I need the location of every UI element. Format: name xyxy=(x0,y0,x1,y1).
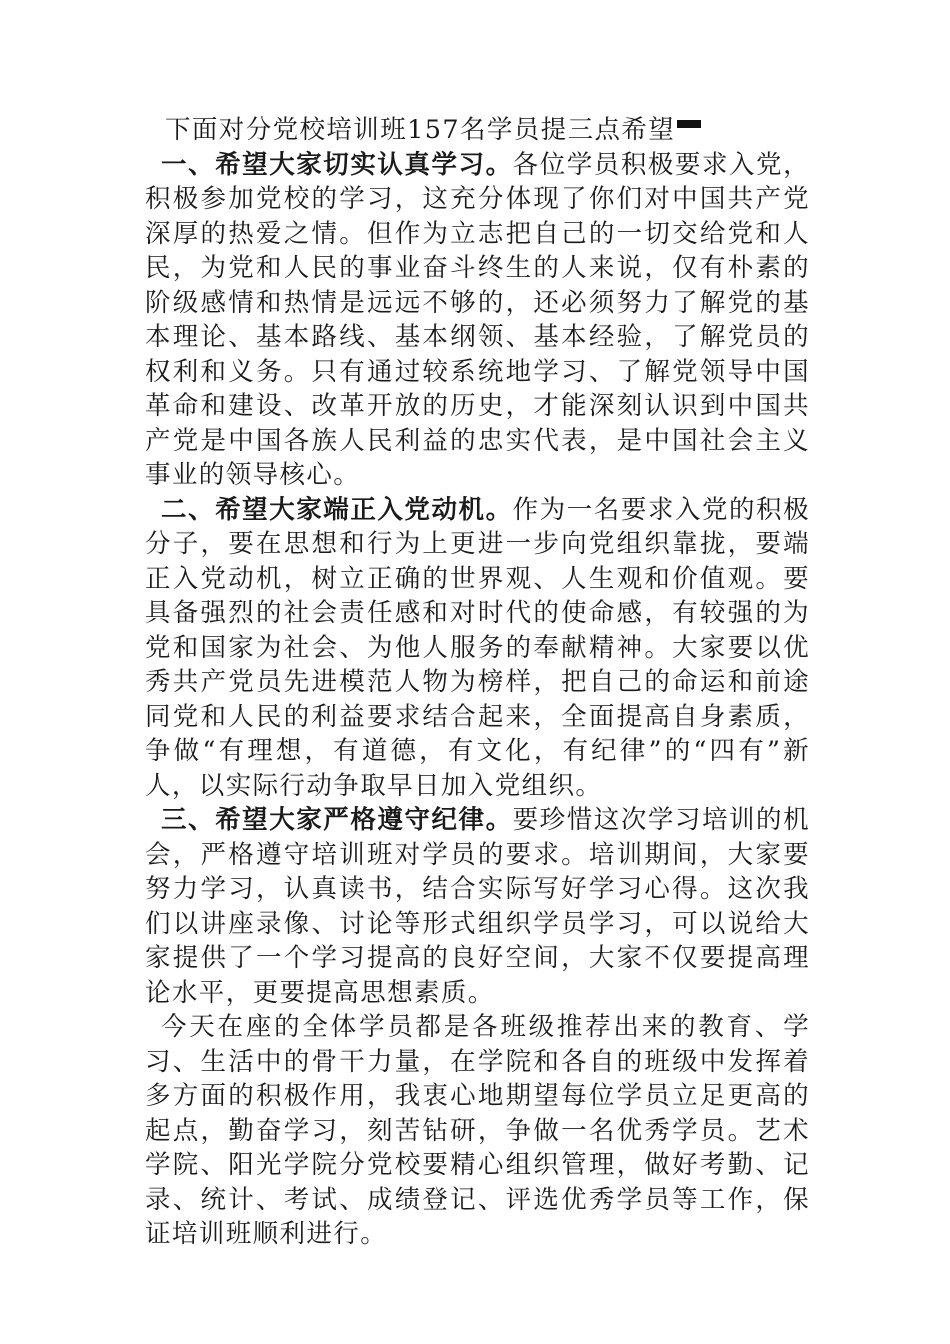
section-2-heading: 二、希望大家端正入党动机。 xyxy=(161,494,513,525)
section-1-heading: 一、希望大家切实认真学习。 xyxy=(161,149,513,180)
section-2-paragraph xyxy=(145,493,810,804)
section-2-body: 作为一名要求入党的积极分子，要在思想和行为上更进一步向党组织靠拢，要端正入党动机，树立正确的世界观、人生观和价值观。要具备强烈的社会责任感和对时代的使命感，有较强的为党和国家为社会、为他人服务的奉献精神。大家要以优秀共产党员先进模范人物为榜样，把自己的命运和前途同党和人民的利益要求结合起来，全面提高自身素质，争做“有理想，有道德，有文化，有纪律”的“四有”新人，以实际行动争取早日加入党组织。 xyxy=(145,494,810,801)
document-page xyxy=(145,113,810,1252)
section-3-paragraph xyxy=(145,803,810,1010)
intro-text: 下面对分党校培训班157名学员提三点希望 xyxy=(165,115,676,145)
intro-line xyxy=(165,113,810,148)
text-cursor-mark xyxy=(677,120,701,128)
closing-paragraph: 今天在座的全体学员都是各班级推荐出来的教育、学习、生活中的骨干力量，在学院和各自的班级中发挥着多方面的积极作用，我衷心地期望每位学员立足更高的起点，勤奋学习，刻苦钻研，争做一名优秀学员。艺术学院、阳光学院分党校要精心组织管理，做好考勤、记录、统计、考试、成绩登记、评选优秀学员等工作，保证培训班顺利进行。 xyxy=(145,1012,810,1249)
section-1-body: 各位学员积极要求入党，积极参加党校的学习，这充分体现了你们对中国共产党深厚的热爱之情。但作为立志把自己的一切交给党和人民，为党和人民的事业奋斗终生的人来说，仅有朴素的阶级感情和热情是远远不够的，还必须努力了解党的基本理论、基本路线、基本纲领、基本经验，了解党员的权利和义务。只有通过较系统地学习、了解党领导中国革命和建设、改革开放的历史，才能深刻认识到中国共产党是中国各族人民利益的忠实代表，是中国社会主义事业的领导核心。 xyxy=(145,149,810,490)
section-3-heading: 三、希望大家严格遵守纪律。 xyxy=(161,805,513,835)
section-3-body: 要珍惜这次学习培训的机会，严格遵守培训班对学员的要求。培训期间，大家要努力学习，认真读书，结合实际写好学习心得。这次我们以讲座录像、讨论等形式组织学员学习，可以说给大家提供了一个学习提高的良好空间，大家不仅要提高理论水平，更要提高思想素质。 xyxy=(145,805,810,1008)
section-1-paragraph xyxy=(145,148,810,493)
